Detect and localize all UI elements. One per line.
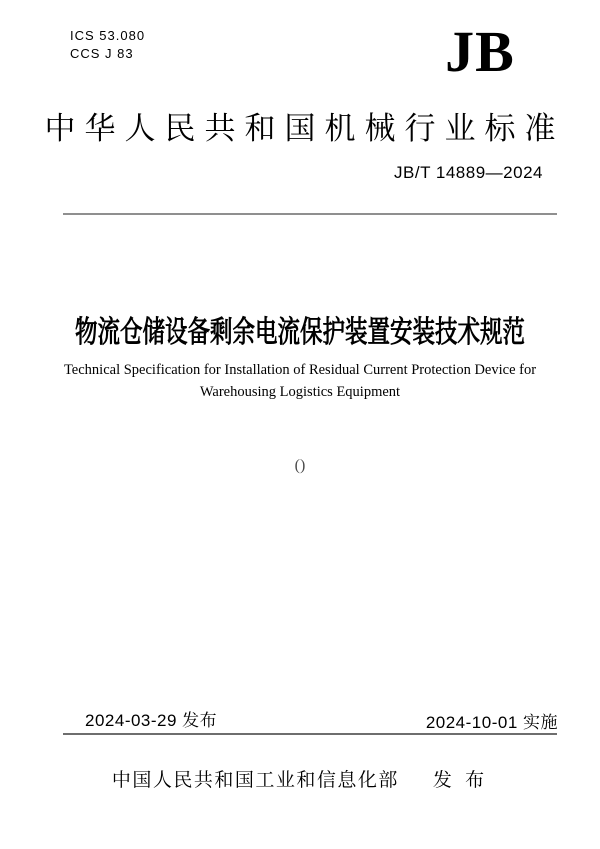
release-date: 2024-03-29 发布 <box>85 711 218 730</box>
header-divider-rule <box>63 213 557 215</box>
jb-logo: JB <box>445 19 515 84</box>
footer-row <box>0 768 600 794</box>
draft-mark: () <box>294 457 306 474</box>
document-title-en <box>40 359 560 403</box>
document-title-cn-text: 物流仓储设备剩余电流保护装置安装技术规范 <box>75 316 525 349</box>
release-label: 发 布 <box>432 770 489 791</box>
issuing-body: 中国人民共和国工业和信息化部 <box>111 770 399 791</box>
ics-code: ICS 53.080 <box>70 28 146 43</box>
implementation-date: 2024-10-01 实施 <box>425 713 558 732</box>
document-title-en-line2: Warehousing Logistics Equipment <box>199 384 401 400</box>
document-title-en-line1: Technical Specification for Installation of Residual Current Protection Device for <box>63 362 537 378</box>
ccs-code: CCS J 83 <box>70 46 134 61</box>
standard-number: JB/T 14889—2024 <box>394 163 543 182</box>
footer-divider-rule <box>63 733 557 735</box>
document-title-cn <box>0 313 600 353</box>
standard-category-title: 中华人民共和国机械行业标准 <box>44 111 565 146</box>
